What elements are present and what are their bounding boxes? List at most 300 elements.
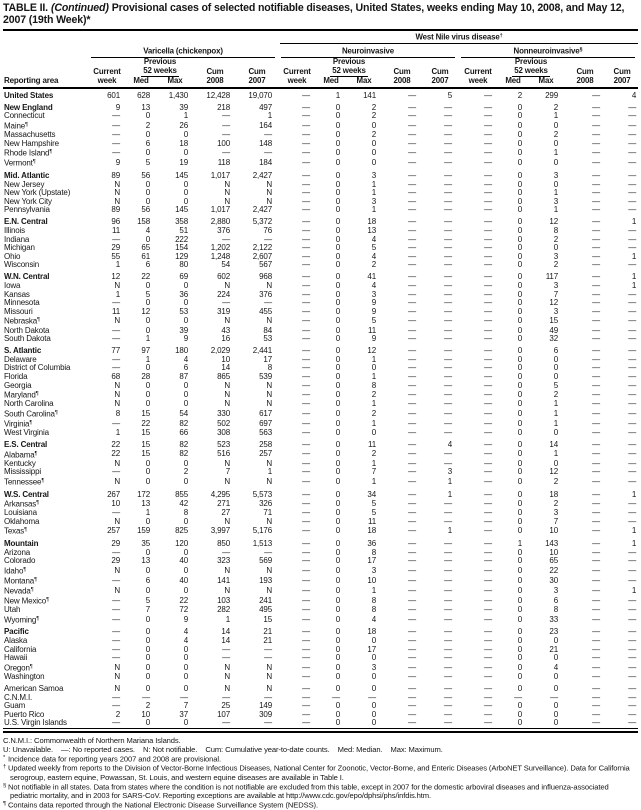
cell: 1: [553, 206, 558, 215]
cell: —: [592, 235, 600, 244]
row-label: Connecticut: [4, 112, 45, 121]
cell: 141: [217, 575, 230, 585]
cell: 11: [367, 517, 376, 526]
cell: —: [302, 645, 310, 654]
cell: 0: [517, 526, 522, 536]
cell: —: [484, 499, 492, 508]
cell: —: [444, 372, 452, 381]
table-row: [3, 681, 638, 693]
cell: 76: [263, 226, 272, 235]
group-label: Varicella (chickenpox): [143, 46, 223, 56]
cell: —: [302, 672, 310, 681]
row-label: Rhode Island¶: [4, 148, 53, 158]
cell: —: [408, 197, 416, 206]
cell: 37: [179, 710, 188, 719]
cell: —: [628, 226, 637, 235]
diseases-table: [3, 32, 638, 728]
cell: —: [444, 299, 452, 308]
footnote-marker: †: [3, 764, 7, 771]
cell: —: [112, 335, 120, 344]
cell: 0: [183, 390, 188, 399]
cell: 0: [145, 548, 150, 557]
cell: 2: [371, 261, 376, 270]
cell: —: [408, 645, 416, 654]
cell: —: [302, 440, 310, 450]
table-bottom-rule: [3, 728, 638, 733]
cell: 89: [111, 170, 120, 180]
cell: —: [302, 148, 310, 157]
cell: 0: [517, 217, 522, 227]
table-row: [3, 526, 638, 536]
row-label: U.S. Virgin Islands: [4, 719, 67, 728]
cell: 13: [141, 557, 150, 566]
cell: —: [484, 645, 492, 654]
table-row: [3, 654, 638, 663]
cell: 55: [111, 252, 120, 261]
cell: —: [592, 102, 600, 112]
row-label: E.N. Central: [4, 217, 48, 227]
cell: —: [484, 477, 492, 486]
cell: —: [484, 102, 492, 112]
table-row: [3, 299, 638, 308]
cell: —: [484, 627, 492, 637]
cell: —: [408, 468, 416, 477]
cell: 0: [145, 459, 150, 468]
cell: 0: [517, 252, 522, 261]
row-label: New Hampshire: [4, 139, 59, 148]
table-row: [3, 236, 638, 245]
cell: 1,248: [210, 252, 230, 261]
cell: 14: [221, 364, 230, 373]
cell: N: [224, 189, 230, 198]
cell: 12: [141, 307, 150, 316]
cell: 497: [259, 102, 272, 112]
cell: 56: [141, 170, 150, 180]
cell: —: [592, 158, 600, 168]
cell: 0: [335, 390, 340, 399]
cell: 0: [145, 316, 150, 326]
table-row: [3, 576, 638, 586]
cell: 3: [447, 468, 452, 477]
row-label: New Jersey: [4, 180, 45, 189]
cell: —: [302, 596, 310, 605]
cell: —: [592, 261, 600, 270]
cell: N: [224, 672, 230, 681]
cell: —: [302, 517, 310, 526]
cell: 1,430: [168, 90, 188, 100]
cell: —: [112, 235, 120, 244]
cell: —: [444, 614, 452, 624]
cell: 0: [371, 654, 376, 663]
group-header-neuroinvasive: [278, 44, 458, 58]
cell: 172: [137, 489, 150, 499]
table-row: [3, 189, 638, 198]
cell: 6: [183, 364, 188, 373]
cell: —: [112, 364, 120, 373]
cell: 567: [259, 261, 272, 270]
cell: —: [112, 645, 120, 654]
row-label-sup-mark: ¶: [37, 317, 41, 324]
cell: N: [266, 683, 272, 693]
cell: 9: [183, 335, 188, 344]
cell: —: [302, 364, 310, 373]
cell: N: [266, 390, 272, 399]
cell: —: [592, 290, 600, 299]
cell: 0: [517, 197, 522, 206]
cell: —: [628, 120, 637, 130]
cell: 15: [263, 614, 272, 624]
column-header-cum-2007: Cum 2007: [236, 58, 278, 88]
cell: 2: [553, 235, 558, 244]
footnote: [3, 736, 638, 745]
cell: 0: [517, 335, 522, 344]
cell: —: [264, 235, 272, 244]
cell: 22: [179, 596, 188, 605]
cell: 0: [183, 282, 188, 291]
cell: —: [628, 139, 637, 148]
row-label: Wisconsin: [4, 261, 40, 270]
cell: 0: [145, 517, 150, 526]
cell: —: [592, 170, 600, 180]
cell: 18: [179, 139, 188, 148]
cell: 0: [183, 565, 188, 575]
cell: —: [592, 346, 600, 356]
cell: N: [114, 180, 120, 189]
row-label-sup-mark: ¶: [34, 576, 38, 583]
cell: —: [302, 235, 310, 244]
cell: 0: [553, 120, 558, 130]
cell: 0: [145, 565, 150, 575]
cell: —: [302, 390, 310, 399]
cell: 6: [145, 575, 150, 585]
group-header-varicella: [88, 44, 278, 58]
cell: 3,997: [210, 526, 230, 536]
cell: 82: [179, 440, 188, 450]
cell: 2: [517, 90, 522, 100]
cell: 0: [335, 226, 340, 235]
cell: —: [408, 548, 416, 557]
cell: 22: [141, 272, 150, 282]
cell: —: [444, 158, 452, 168]
cell: —: [628, 440, 637, 450]
cell: —: [408, 575, 416, 585]
cell: —: [628, 235, 637, 244]
cell: —: [444, 206, 452, 215]
cell: 0: [517, 645, 522, 654]
cell: 0: [553, 372, 558, 381]
cell: —: [112, 468, 120, 477]
cell: —: [408, 702, 416, 711]
row-label-sup-mark: ¶: [25, 121, 29, 128]
cell: —: [302, 372, 310, 381]
cell: 0: [335, 489, 340, 499]
cell: —: [302, 557, 310, 566]
cell: N: [266, 517, 272, 526]
table-row: [3, 344, 638, 356]
cell: 0: [517, 683, 522, 693]
cell: 0: [335, 170, 340, 180]
cell: 11: [367, 440, 376, 450]
cell: —: [112, 131, 120, 140]
cell: 2: [371, 390, 376, 399]
cell: 107: [217, 710, 230, 719]
cell: —: [302, 710, 310, 719]
cell: 0: [517, 189, 522, 198]
cell: 0: [335, 672, 340, 681]
cell: —: [484, 429, 492, 438]
cell: 32: [549, 335, 558, 344]
cell: —: [112, 702, 120, 711]
row-label-sup-mark: ¶: [46, 597, 50, 604]
cell: —: [628, 408, 637, 418]
cell: 0: [517, 372, 522, 381]
row-label: New York City: [4, 197, 52, 206]
cell: 3: [553, 252, 558, 261]
cell: 1: [115, 429, 120, 438]
footnote: [3, 800, 638, 810]
row-label: Iowa: [4, 282, 21, 291]
row-label: Kentucky: [4, 459, 36, 468]
row-label: Mississippi: [4, 468, 42, 477]
cell: —: [112, 120, 120, 130]
cell: 8: [267, 364, 272, 373]
cell: 0: [371, 139, 376, 148]
cell: —: [484, 517, 492, 526]
column-header-cum-2008: Cum 2008: [382, 58, 422, 88]
cell: —: [628, 131, 637, 140]
cell: —: [302, 290, 310, 299]
footnote-marker: ¶: [3, 801, 7, 808]
cell: —: [302, 575, 310, 585]
cell: 2,427: [252, 206, 272, 215]
cell: 0: [145, 390, 150, 399]
table-row: [3, 335, 638, 344]
cell: —: [484, 372, 492, 381]
cell: 0: [517, 627, 522, 637]
cell: 0: [517, 614, 522, 624]
cell: 0: [517, 261, 522, 270]
cell: —: [592, 693, 600, 702]
cell: 0: [335, 372, 340, 381]
cell: 21: [263, 637, 272, 645]
cell: 850: [217, 539, 230, 549]
cell: —: [444, 272, 452, 282]
cell: 0: [517, 586, 522, 595]
title-prefix: TABLE II.: [3, 2, 48, 14]
cell: —: [302, 606, 310, 615]
cell: 11: [367, 326, 376, 335]
cell: N: [224, 316, 230, 326]
cell: —: [628, 710, 637, 719]
cell: 21: [263, 627, 272, 637]
group-header-nonneuroinvasive: [458, 44, 638, 58]
cell: —: [302, 381, 310, 390]
cell: —: [222, 654, 230, 663]
cell: —: [592, 244, 600, 253]
cell: —: [408, 235, 416, 244]
cell: 22: [111, 449, 120, 459]
cell: 117: [545, 272, 558, 282]
cell: 4: [183, 637, 188, 645]
cell: —: [628, 148, 637, 157]
cell: 1: [631, 586, 637, 595]
cell: —: [408, 282, 416, 291]
cell: 2,880: [210, 217, 230, 227]
cell: 0: [145, 586, 150, 595]
cell: 33: [549, 614, 558, 624]
cell: —: [408, 346, 416, 356]
cell: —: [592, 606, 600, 615]
cell: 5,573: [252, 489, 272, 499]
row-label: Ohio: [4, 252, 21, 261]
cell: 2: [553, 102, 558, 112]
cell: —: [302, 539, 310, 549]
cell: N: [114, 381, 120, 390]
cell: —: [302, 120, 310, 130]
cell: 0: [335, 662, 340, 672]
cell: —: [408, 335, 416, 344]
cell: 0: [517, 662, 522, 672]
cell: N: [224, 517, 230, 526]
cell: 0: [553, 672, 558, 681]
row-label: West Virginia: [4, 429, 49, 438]
cell: 129: [175, 252, 188, 261]
group-label: Neuroinvasive: [342, 46, 394, 56]
cell: 0: [335, 355, 340, 364]
cell: N: [114, 390, 120, 399]
cell: —: [484, 189, 492, 198]
cell: —: [592, 710, 600, 719]
table-row: [3, 477, 638, 487]
column-header-current-week: Current week: [278, 58, 316, 88]
cell: 0: [517, 596, 522, 605]
row-label: Maine¶: [4, 121, 29, 131]
cell: —: [484, 170, 492, 180]
cell: N: [224, 282, 230, 291]
cell: 7: [145, 606, 150, 615]
cell: —: [592, 372, 600, 381]
cell: 145: [175, 170, 188, 180]
cell: 19,070: [248, 90, 272, 100]
cell: 0: [145, 719, 150, 728]
table-row: [3, 450, 638, 460]
cell: 1,513: [252, 539, 272, 549]
cell: —: [302, 586, 310, 595]
cell: 1: [371, 400, 376, 409]
cell: 14: [221, 637, 230, 645]
cell: —: [302, 683, 310, 693]
cell: 0: [145, 654, 150, 663]
cell: —: [592, 719, 600, 728]
cell: —: [302, 418, 310, 428]
cell: —: [302, 459, 310, 468]
cell: 0: [335, 335, 340, 344]
cell: —: [592, 364, 600, 373]
cell: 0: [335, 272, 340, 282]
cell: 0: [145, 672, 150, 681]
cell: 18: [367, 217, 376, 227]
cell: —: [628, 299, 637, 308]
cell: 0: [371, 702, 376, 711]
table-row: [3, 637, 638, 646]
cell: 358: [175, 217, 188, 227]
cell: 3: [371, 290, 376, 299]
cell: —: [592, 252, 600, 261]
cell: —: [628, 654, 637, 663]
cell: —: [592, 575, 600, 585]
cell: 0: [335, 606, 340, 615]
cell: 5: [145, 158, 150, 168]
cell: —: [444, 120, 452, 130]
cell: —: [112, 418, 120, 428]
cell: 0: [183, 672, 188, 681]
cell: —: [408, 180, 416, 189]
cell: N: [266, 662, 272, 672]
cell: 15: [549, 316, 558, 326]
cell: 2,607: [252, 252, 272, 261]
cell: 12: [111, 272, 120, 282]
cell: 0: [335, 627, 340, 637]
cell: —: [408, 606, 416, 615]
cell: N: [266, 381, 272, 390]
cell: —: [592, 197, 600, 206]
cell: 0: [335, 596, 340, 605]
cell: 0: [371, 158, 376, 168]
cell: 5: [145, 290, 150, 299]
cell: 1: [371, 372, 376, 381]
cell: —: [484, 346, 492, 356]
cell: —: [444, 326, 452, 335]
cell: —: [112, 637, 120, 645]
cell: 4,295: [210, 489, 230, 499]
cell: —: [484, 526, 492, 536]
table-row: [3, 282, 638, 291]
cell: 15: [141, 449, 150, 459]
cell: —: [302, 206, 310, 215]
row-label: South Dakota: [4, 335, 51, 344]
table-header: [3, 32, 638, 88]
cell: —: [628, 372, 637, 381]
row-label: Texas¶: [4, 526, 28, 536]
cell: —: [408, 252, 416, 261]
cell: 0: [517, 702, 522, 711]
cell: —: [408, 489, 416, 499]
cell: 0: [335, 509, 340, 518]
cell: 1: [553, 418, 558, 428]
row-label: Nebraska¶: [4, 316, 41, 326]
cell: 0: [145, 683, 150, 693]
cell: —: [444, 693, 452, 702]
table-row: [3, 711, 638, 720]
cell: —: [484, 335, 492, 344]
cell: 0: [183, 683, 188, 693]
row-label: Kansas: [4, 290, 30, 299]
cell: 87: [179, 372, 188, 381]
cell: 0: [145, 637, 150, 645]
cell: —: [444, 112, 452, 121]
cell: —: [302, 102, 310, 112]
cell: 4: [371, 252, 376, 261]
cell: —: [484, 719, 492, 728]
row-label-sup-mark: ¶: [23, 566, 27, 573]
cell: 3: [553, 170, 558, 180]
cell: 0: [335, 120, 340, 130]
table-row: [3, 168, 638, 180]
cell: —: [444, 575, 452, 585]
row-label: Montana¶: [4, 576, 38, 586]
cell: 2,029: [210, 346, 230, 356]
cell: —: [408, 244, 416, 253]
